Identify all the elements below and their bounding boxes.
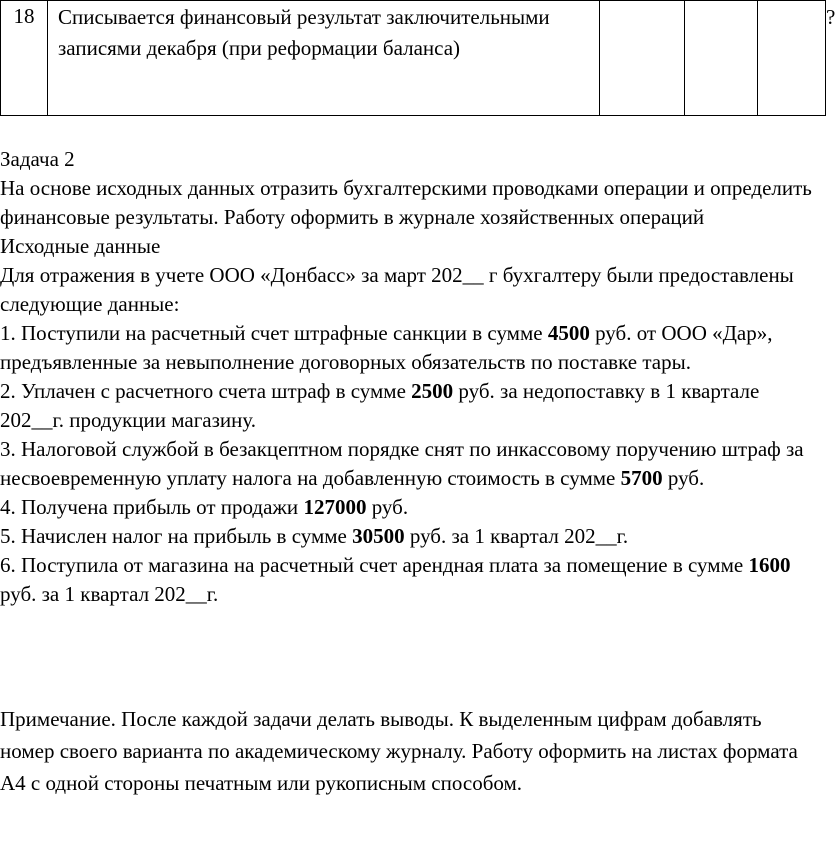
item-text: руб. за 1 квартал 202__г.: [404, 524, 629, 548]
item-amount: 30500: [352, 524, 405, 548]
item-text: 5. Начислен налог на прибыль в сумме: [0, 524, 353, 548]
list-item: [0, 551, 812, 609]
row-amount-cell: [758, 1, 826, 116]
note-text: Примечание. После каждой задачи делать выводы. К выделенным цифрам добавлять номер своего варианта по академическому журналу. Работу оформить на листах формата А4 с одной стороны печатным или рукописным способом.: [0, 707, 798, 795]
table-row: 18 Списывается финансовый результат заключительными записями декабря (при реформации баланса) ?: [1, 1, 826, 116]
operations-table: [0, 0, 835, 116]
task-title: Задача 2: [0, 147, 75, 171]
row-debit-cell: [600, 1, 685, 116]
item-text: руб. за 1 квартал 202__г.: [0, 582, 219, 606]
item-text: 4. Получена прибыль от продажи: [0, 495, 304, 519]
item-amount: 127000: [303, 495, 367, 519]
item-amount: 2500: [411, 379, 454, 403]
item-amount: 4500: [547, 321, 590, 345]
list-item: [0, 522, 812, 551]
list-item: [0, 435, 812, 493]
row-description: Списывается финансовый результат заключительными записями декабря (при реформации баланса): [48, 1, 600, 116]
item-amount: 5700: [620, 466, 663, 490]
note-block: [0, 703, 812, 799]
list-item: [0, 377, 812, 435]
item-text: руб. от ООО «Дар», предъявленные за невыполнение договорных обязательств по поставке тары.: [0, 321, 773, 374]
item-text: руб.: [366, 495, 409, 519]
item-text: 3. Налоговой службой в безакцептном порядке снят по инкассовому поручению штраф за несвоевременную уплату налога на добавленную стоимость в сумме: [0, 437, 804, 490]
item-text: руб.: [662, 466, 705, 490]
source-heading: Исходные данные: [0, 234, 161, 258]
item-amount: 1600: [748, 553, 791, 577]
row-credit-cell: [685, 1, 758, 116]
row-number: 18: [1, 1, 48, 116]
item-text: 2. Уплачен с расчетного счета штраф в сумме: [0, 379, 412, 403]
item-text: 1. Поступили на расчетный счет штрафные санкции в сумме: [0, 321, 548, 345]
task-context: Для отражения в учете ООО «Донбасс» за март 202__ г бухгалтеру были предоставлены следующие данные:: [0, 263, 794, 316]
list-item: [0, 493, 812, 522]
item-text: 6. Поступила от магазина на расчетный счет арендная плата за помещение в сумме: [0, 553, 749, 577]
item-text: руб. за недопоставку в 1 квартале 202__г. продукции магазину.: [0, 379, 760, 432]
list-item: [0, 319, 812, 377]
task-block: [0, 145, 812, 609]
task-intro: На основе исходных данных отразить бухгалтерскими проводками операции и определить финансовые результаты. Работу оформить в журнале хозяйственных операций: [0, 176, 812, 229]
